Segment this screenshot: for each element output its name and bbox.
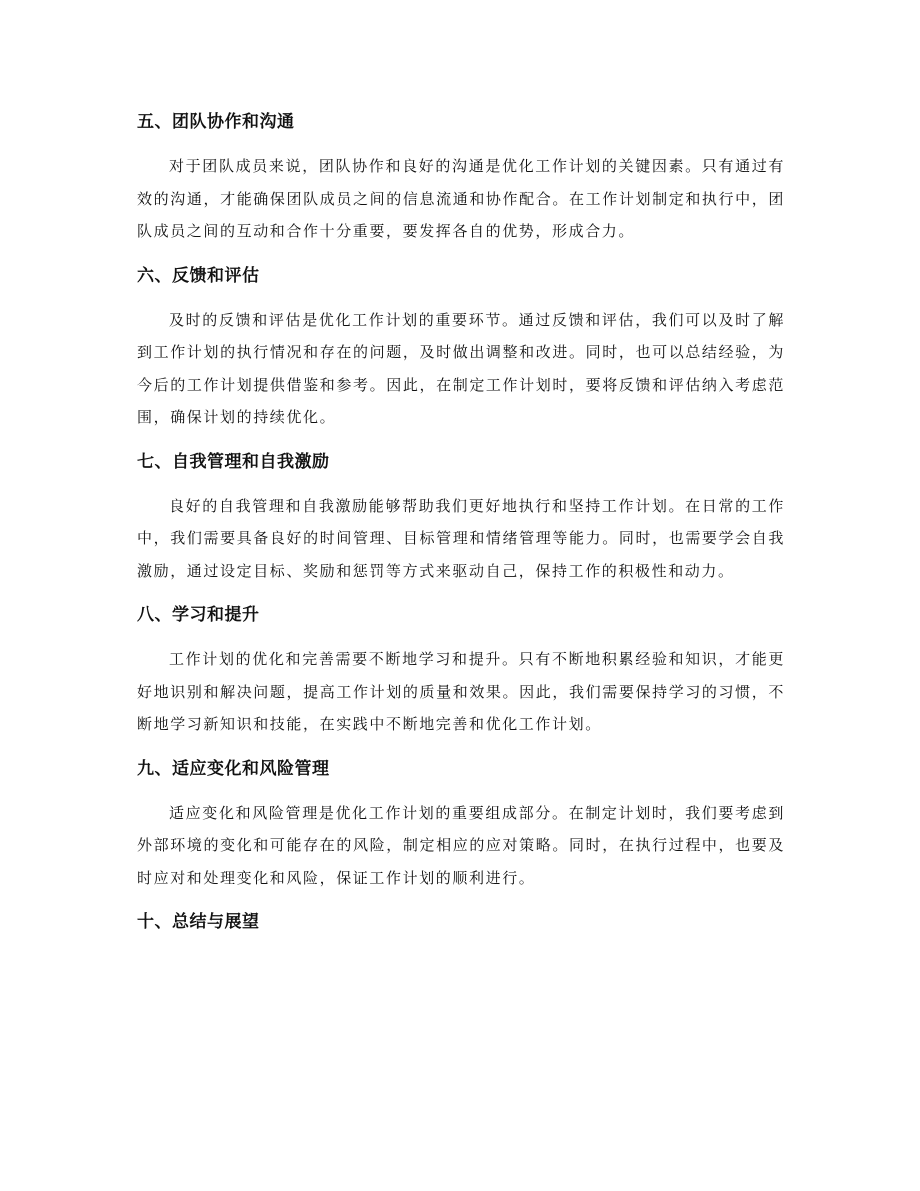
document-content bbox=[137, 106, 785, 950]
section-risk-management bbox=[137, 753, 785, 895]
section-feedback bbox=[137, 260, 785, 434]
section-summary bbox=[137, 906, 785, 938]
section-heading: 十、总结与展望 bbox=[137, 912, 260, 932]
section-self-management bbox=[137, 446, 785, 588]
section-heading: 七、自我管理和自我激励 bbox=[137, 451, 330, 472]
section-paragraph: 及时的反馈和评估是优化工作计划的重要环节。通过反馈和评估，我们可以及时了解到工作计划的执行情况和存在的问题，及时做出调整和改进。同时，也可以总结经验，为今后的工作计划提供借鉴和参考。因此，在制定工作计划时，要将反馈和评估纳入考虑范围，确保计划的持续优化。 bbox=[137, 310, 785, 426]
section-paragraph: 工作计划的优化和完善需要不断地学习和提升。只有不断地积累经验和知识，才能更好地识别和解决问题，提高工作计划的质量和效果。因此，我们需要保持学习的习惯，不断地学习新知识和技能，在实践中不断地完善和优化工作计划。 bbox=[137, 650, 785, 733]
section-paragraph: 对于团队成员来说，团队协作和良好的沟通是优化工作计划的关键因素。只有通过有效的沟通，才能确保团队成员之间的信息流通和协作配合。在工作计划制定和执行中，团队成员之间的互动和合作十分重要，要发挥各自的优势，形成合力。 bbox=[137, 157, 785, 240]
section-paragraph: 良好的自我管理和自我激励能够帮助我们更好地执行和坚持工作计划。在日常的工作中，我们需要具备良好的时间管理、目标管理和情绪管理等能力。同时，也需要学会自我激励，通过设定目标、奖励和惩罚等方式来驱动自己，保持工作的积极性和动力。 bbox=[137, 496, 785, 580]
section-paragraph: 适应变化和风险管理是优化工作计划的重要组成部分。在制定计划时，我们要考虑到外部环境的变化和可能存在的风险，制定相应的应对策略。同时，在执行过程中，也要及时应对和处理变化和风险，保证工作计划的顺利进行。 bbox=[137, 803, 785, 887]
section-heading: 九、适应变化和风险管理 bbox=[137, 758, 330, 779]
section-heading: 五、团队协作和沟通 bbox=[137, 112, 295, 132]
section-heading: 六、反馈和评估 bbox=[137, 265, 260, 286]
section-learning bbox=[137, 599, 785, 741]
section-heading: 八、学习和提升 bbox=[137, 605, 260, 625]
section-teamwork bbox=[137, 106, 785, 248]
